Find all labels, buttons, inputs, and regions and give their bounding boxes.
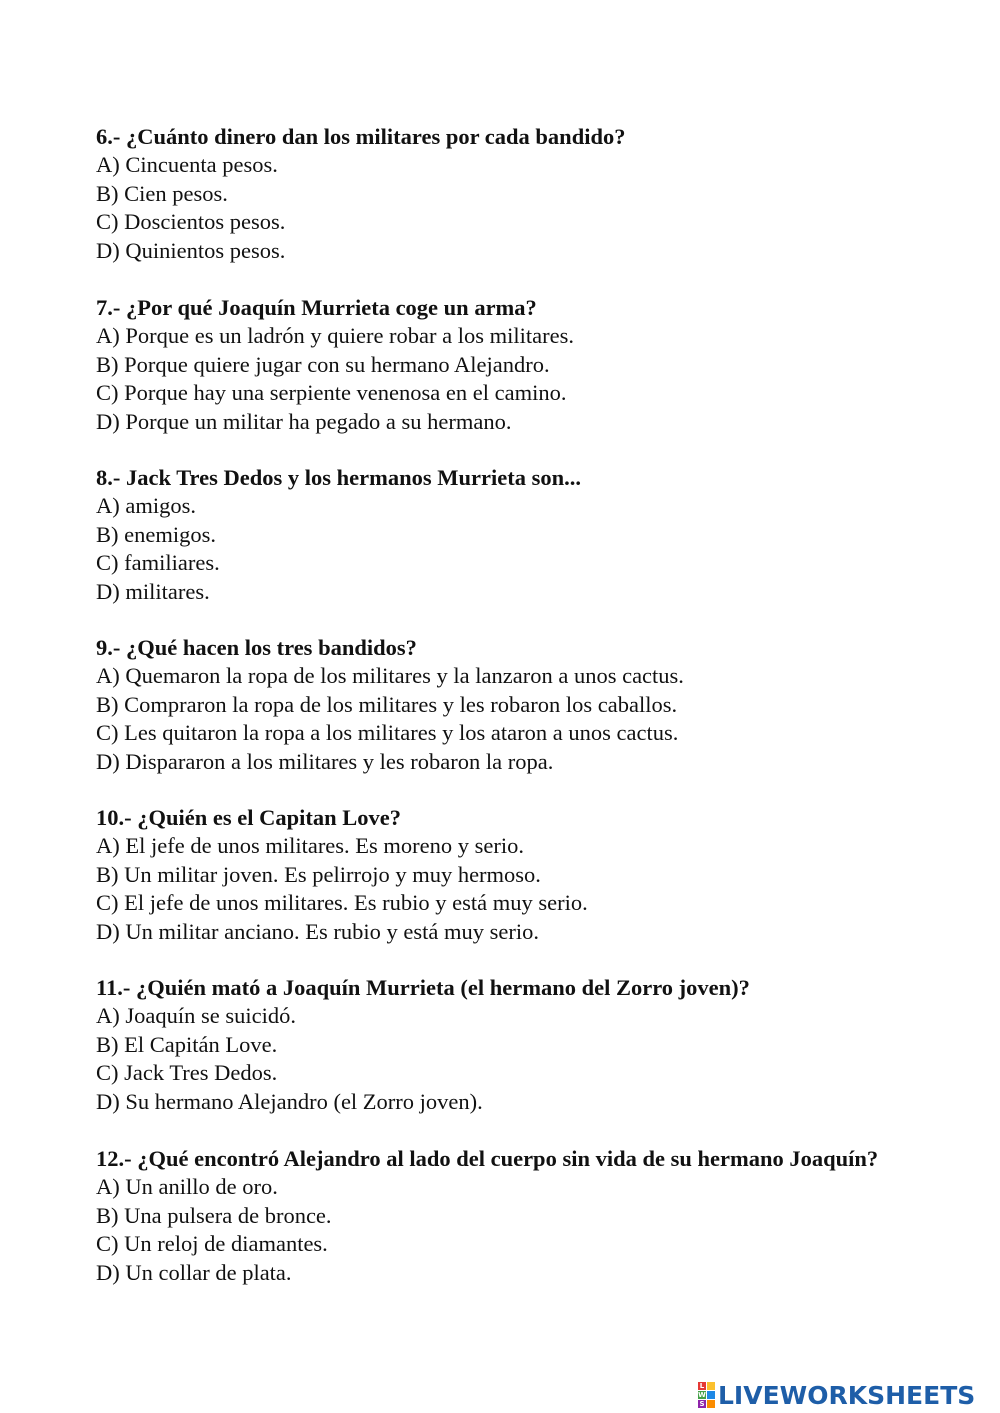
question-8 <box>96 464 904 606</box>
answer-option[interactable]: D) Quinientos pesos. <box>96 237 286 263</box>
answer-option[interactable]: D) militares. <box>96 578 210 604</box>
answer-option[interactable]: B) Cien pesos. <box>96 180 228 206</box>
answer-option[interactable]: B) El Capitán Love. <box>96 1031 278 1057</box>
question-title: 6.- ¿Cuánto dinero dan los militares por cada bandido? <box>96 124 626 149</box>
question-title: 9.- ¿Qué hacen los tres bandidos? <box>96 635 417 660</box>
answer-option[interactable]: C) Un reloj de diamantes. <box>96 1231 328 1257</box>
question-9 <box>96 634 904 776</box>
question-title: 12.- ¿Qué encontró Alejandro al lado del cuerpo sin vida de su hermano Joaquín? <box>96 1146 879 1171</box>
answer-option[interactable]: D) Dispararon a los militares y les robaron la ropa. <box>96 748 554 774</box>
answer-option[interactable]: C) Doscientos pesos. <box>96 209 286 235</box>
question-title: 10.- ¿Quién es el Capitan Love? <box>96 805 402 830</box>
answer-option[interactable]: B) Un militar joven. Es pelirrojo y muy hermoso. <box>96 861 541 887</box>
answer-option[interactable]: C) familiares. <box>96 550 220 576</box>
question-7 <box>96 294 904 436</box>
answer-option[interactable]: A) Cincuenta pesos. <box>96 152 278 178</box>
answer-option[interactable]: D) Un collar de plata. <box>96 1259 292 1285</box>
question-title: 7.- ¿Por qué Joaquín Murrieta coge un arma? <box>96 295 537 320</box>
answer-option[interactable]: B) enemigos. <box>96 521 216 547</box>
answer-option[interactable]: A) Joaquín se suicidó. <box>96 1003 296 1029</box>
answer-option[interactable]: A) Quemaron la ropa de los militares y la lanzaron a unos cactus. <box>96 663 684 689</box>
answer-options <box>96 1173 904 1287</box>
logo-block-s: S <box>699 1400 705 1408</box>
answer-option[interactable]: B) Una pulsera de bronce. <box>96 1202 332 1228</box>
answer-option[interactable]: A) Un anillo de oro. <box>96 1174 278 1200</box>
answer-option[interactable]: A) El jefe de unos militares. Es moreno y serio. <box>96 833 525 859</box>
logo-block-w: W <box>698 1391 706 1399</box>
logo-block-orange <box>707 1400 715 1408</box>
logo-text: LIVEWORKSHEETS <box>718 1380 976 1410</box>
answer-options <box>96 322 904 436</box>
logo-block-l: L <box>699 1382 705 1390</box>
answer-option[interactable]: D) Un militar anciano. Es rubio y está muy serio. <box>96 918 540 944</box>
answer-option[interactable]: A) amigos. <box>96 493 196 519</box>
answer-option[interactable]: C) Jack Tres Dedos. <box>96 1060 278 1086</box>
liveworksheets-logo-icon <box>698 1382 715 1408</box>
question-12 <box>96 1145 904 1287</box>
liveworksheets-logo <box>698 1378 975 1412</box>
answer-options <box>96 492 904 606</box>
answer-option[interactable]: A) Porque es un ladrón y quiere robar a los militares. <box>96 323 574 349</box>
question-11 <box>96 974 904 1116</box>
logo-block-blue <box>707 1391 715 1399</box>
question-6 <box>96 123 904 265</box>
answer-options <box>96 832 904 946</box>
logo-block-yellow <box>707 1382 715 1390</box>
answer-option[interactable]: B) Compraron la ropa de los militares y les robaron los caballos. <box>96 691 678 717</box>
answer-option[interactable]: C) Les quitaron la ropa a los militares y los ataron a unos cactus. <box>96 720 679 746</box>
answer-options <box>96 1002 904 1116</box>
answer-option[interactable]: C) Porque hay una serpiente venenosa en el camino. <box>96 380 567 406</box>
answer-option[interactable]: D) Porque un militar ha pegado a su hermano. <box>96 408 512 434</box>
question-10 <box>96 804 904 946</box>
answer-option[interactable]: B) Porque quiere jugar con su hermano Alejandro. <box>96 351 550 377</box>
answer-options <box>96 151 904 265</box>
answer-option[interactable]: D) Su hermano Alejandro (el Zorro joven). <box>96 1088 483 1114</box>
question-title: 8.- Jack Tres Dedos y los hermanos Murrieta son... <box>96 465 581 490</box>
question-title: 11.- ¿Quién mató a Joaquín Murrieta (el hermano del Zorro joven)? <box>96 975 750 1000</box>
answer-options <box>96 662 904 776</box>
answer-option[interactable]: C) El jefe de unos militares. Es rubio y está muy serio. <box>96 890 588 916</box>
